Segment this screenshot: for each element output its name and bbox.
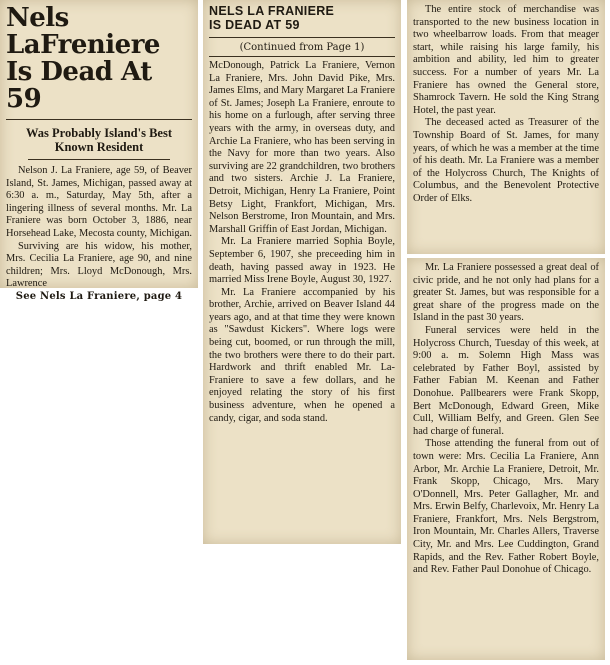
paragraph: Surviving are his widow, his mother, Mrs. Cecilia La Franiere, age 90, and nine children; Mrs. Lloyd McDonough, Mrs. Lawrence xyxy=(6,240,192,290)
paragraph: Mr. La Franiere married Sophia Boyle, September 6, 1907, she preceeding him in death, having passed away in 1923. He married Miss Irene Boyle, August 30, 1927. xyxy=(209,236,395,286)
paragraph: Mr. La Franiere possessed a great deal of civic pride, and he not only had plans for a greater St. James, but was responsible for a great share of the progress made on the Island in the past 30 years. xyxy=(413,262,599,324)
continued-headline xyxy=(209,4,395,32)
divider xyxy=(209,37,395,38)
headline-line-1: Nels LaFreniere xyxy=(6,3,160,60)
front-page-body xyxy=(6,165,192,291)
continued-body xyxy=(209,60,395,425)
right-top-body xyxy=(413,4,599,206)
paragraph: McDonough, Patrick La Franiere, Vernon La Franiere, Mrs. John David Pike, Mrs. James Elms, and Mary Margaret La Franiere of St. James; Joseph La Franiere, enroute to his home on a furlough, after serving three years with the army, in overseas duty, and Archie La Franiere, who has been serving in the Navy for more than two years. Also surviving are 22 grandchildren, two brothers and two sisters. Archie J. La Franiere, Detroit, Michigan, Henry La Franiere, Point Betsy Light, Frankfort, Michigan, Mrs. Nelson Berstrome, Iron Mountain, and Mrs. Marshall Griffin of East Jordan, Michigan. xyxy=(209,60,395,235)
front-page-headline xyxy=(6,5,192,113)
headline-line-2: Is Dead At 59 xyxy=(6,57,152,114)
right-bottom-body xyxy=(413,262,599,577)
continued-from-line: (Continued from Page 1) xyxy=(239,42,365,53)
paragraph: Those attending the funeral from out of town were: Mrs. Cecilia La Franiere, Ann Arbor, Mr. Archie La Franiere, Detroit, Mr. Frank Skopp, Chicago, Mrs. Mary O'Donnell, Mrs. Peter Gallagher, Mr. and Mrs. Erwin Belfy, Charlevoix, Mr. Henry La Franiere, Frankfort, Mrs. Nels Bergstrom, Iron Mountain, Mr. Charles Allers, Traverse City, Mr. and Mrs. Lee Cuddington, Grand Rapids, and the Rev. Father Robert Boyle, and Rev. Father Paul Donohue of Chicago. xyxy=(413,438,599,576)
paragraph: Nelson J. La Franiere, age 59, of Beaver Island, St. James, Michigan, passed away at 6:30 a. m., Saturday, May 5th, after a lingering illness of several months. Mr. La Franiere was born October 3, 1886, near Horsehead Lake, Mecosta county, Michigan. xyxy=(6,165,193,239)
front-page-clipping xyxy=(0,0,198,302)
paragraph: The entire stock of merchandise was transported to the new business location in two wheelbarrow loads. From that meager start, while raising his large family, his ambition and ability, led him to greater success. For a number of years Mr. La Franiere has owned the General store, Shamrock Tavern. He sold the King Strang Hotel, the past year. xyxy=(413,4,599,116)
divider xyxy=(209,56,395,57)
paragraph: The deceased acted as Treasurer of the Township Board of St. James, for many years, of which he was a member at the time of his death. Mr. La Franiere was a member of the Holycross Church, The Knights of Columbus, and the Benevolent Protective Order of Elks. xyxy=(413,117,599,204)
continuation-line: See Nels La Franiere, page 4 xyxy=(15,290,183,302)
continued-clipping xyxy=(203,0,401,544)
front-page-subhead: Was Probably Island's Best Known Resident xyxy=(26,126,172,154)
headline-line-2: IS DEAD AT 59 xyxy=(209,18,300,32)
right-top-clipping xyxy=(407,0,605,254)
divider xyxy=(6,119,192,120)
divider xyxy=(28,159,170,160)
headline-line-1: NELS LA FRANIERE xyxy=(209,4,335,18)
right-bottom-clipping xyxy=(407,258,605,660)
paragraph: Funeral services were held in the Holycross Church, Tuesday of this week, at 9:00 a. m. Solemn High Mass was celebrated by Father Boyl, assisted by Father Fabian M. Keenan and Father Donohue. Pallbearers were Frank Skopp, Bert McDonough, Edward Green, Mike Cull, William Belfy, and Green. Glen See had charge of funeral. xyxy=(413,324,599,437)
paragraph: Mr. La Franiere accompanied by his brother, Archie, arrived on Beaver Island 44 years ago, and at that time they were known as "Sawdust Kickers". Where logs were being cut, boomed, or run through the mill, the two brothers were there to do their part. Hardwork and thrift enabled Mr. La-Franiere to save a few dollars, and he enjoyed relating the story of his first business adventure, when he opened a candy, cigar, and soda stand. xyxy=(209,286,395,424)
